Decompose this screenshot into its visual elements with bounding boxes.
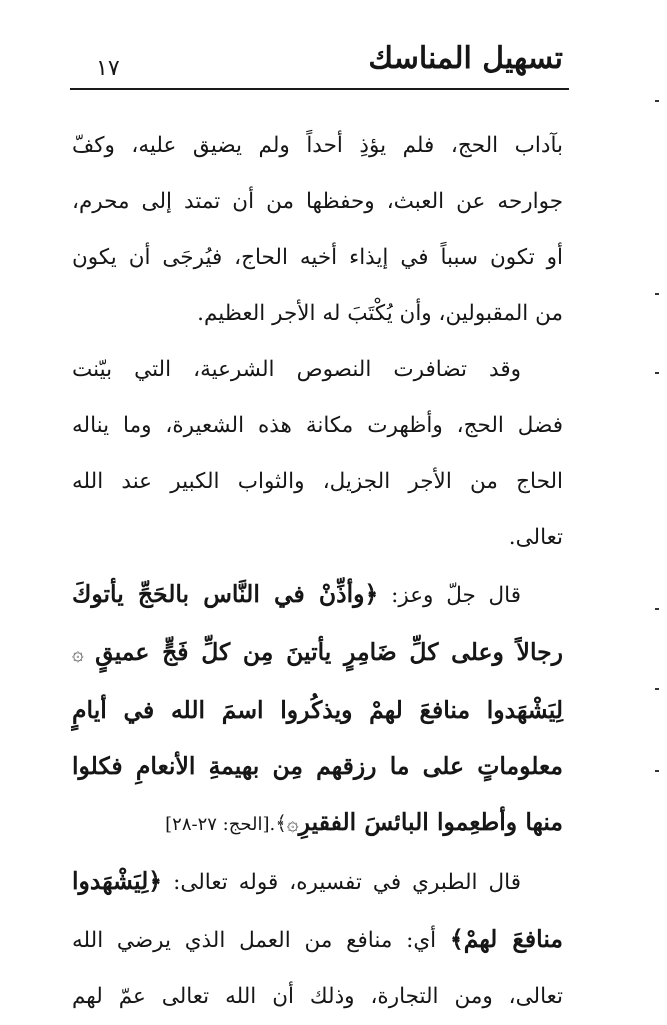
scan-mark [655,372,659,374]
quran-verse: ﴿وأذِّنْ في النَّاس بالحَجِّ يأتوكَ [72,580,379,608]
tafsir-text: أي: منافع من العمل الذي يرضي الله [72,928,450,953]
scan-mark [655,688,659,690]
paragraph-4 [72,853,563,1025]
page-body [72,118,563,1025]
paragraph-3 [72,566,563,853]
text-line: الحاج من الأجر الجزيل، والثواب الكبير عند الله [72,469,563,494]
header-divider [70,88,569,90]
text-line [72,566,563,624]
book-title: تسهيل المناسك [368,41,563,76]
verse-end-icon: ۞﴾ [275,811,299,835]
text-line: أو تكون سبباً في إيذاء أخيه الحاج، فيُرجَى أن يكون [72,245,563,270]
scan-mark [655,100,659,102]
quran-verse: لِيَشْهَدوا منافعَ لهمْ ويذكُروا اسمَ الله في أيامٍ [72,696,563,724]
text-line: بآداب الحج، فلم يؤذِ أحداً ولم يضيق عليه، وكفّ [72,133,563,158]
text-line: وقد تضافرت النصوص الشرعية، التي بيّنت [72,357,521,382]
scan-mark [655,608,659,610]
text-line: فضل الحج، وأظهرت مكانة هذه الشعيرة، وما يناله [72,413,563,438]
quran-verse: رجالاً وعلى كلِّ ضَامِرٍ يأتينَ مِن كلِّ فَجٍّ عميقٍ [95,638,563,666]
text-line: تعالى. [508,525,563,550]
paragraph-2 [72,342,563,566]
verse-reference: .[الحج: ٢٧-٢٨] [165,814,276,835]
quran-verse: منها وأطعِموا البائسَ الفقيرِ [298,808,563,836]
quran-verse: منافعَ لهمْ﴾ [449,925,564,953]
text-line: جوارحه عن العبث، وحفظها من أن تمتد إلى محرم، [72,189,563,214]
scan-mark [655,770,659,772]
text-line [72,794,563,853]
paragraph-1 [72,118,563,342]
text-line [72,624,563,682]
text-line [72,911,563,969]
quran-verse: ﴿لِيَشْهَدوا [72,867,163,895]
text-line: من المقبولين، وأن يُكْتَبَ له الأجر العظيم. [197,301,563,326]
page-number: ١٧ [96,56,120,81]
text-line [72,853,563,911]
tafsir-intro: قال الطبري في تفسيره، قوله تعالى: [162,870,521,895]
scan-mark [655,293,659,295]
verse-separator-icon: ۞ [72,641,84,665]
text-line: تعالى، ومن التجارة، وذلك أن الله تعالى عمّ لهم [72,984,563,1009]
verse-intro: قال جلّ وعز: [378,583,522,608]
quran-verse: معلوماتٍ على ما رزقهم مِن بهيمةِ الأنعامِ فكلوا [72,752,563,780]
